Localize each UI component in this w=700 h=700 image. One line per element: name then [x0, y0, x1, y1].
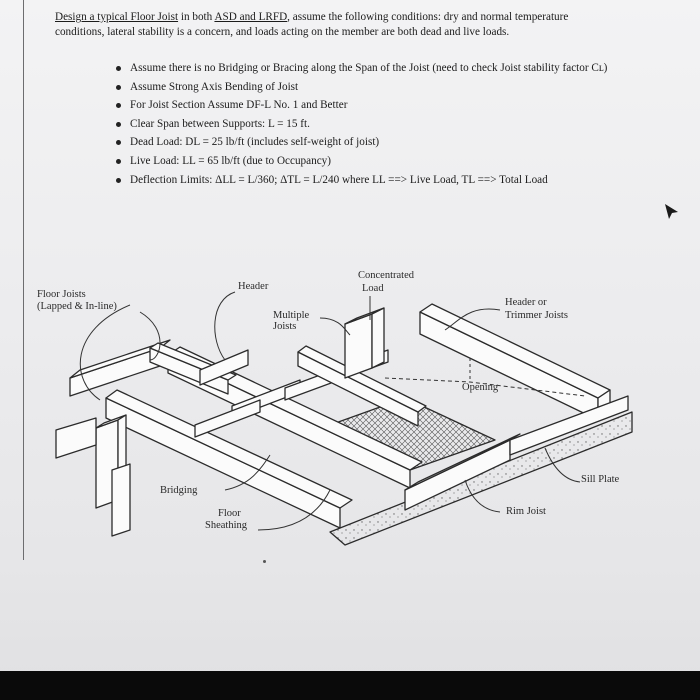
label-opening: Opening: [462, 382, 499, 393]
condition-item: Live Load: LL = 65 lb/ft (due to Occupancy): [115, 154, 610, 168]
intro-text-1: in both: [178, 11, 215, 23]
label-sheathing: Sheathing: [205, 520, 247, 531]
condition-item: Dead Load: DL = 25 lb/ft (includes self-weight of joist): [115, 135, 610, 149]
label-floor: Floor: [218, 508, 241, 519]
mouse-cursor-icon: [664, 203, 680, 221]
label-trimmer: Trimmer Joists: [505, 310, 568, 321]
intro-underlined-2: ASD and LRFD: [214, 11, 288, 23]
condition-item: Assume there is no Bridging or Bracing along the Span of the Joist (need to check Joist stability factor Cʟ): [115, 61, 610, 75]
intro-underlined-1: Design a typical Floor Joist: [55, 11, 179, 23]
scroll-dot: [263, 560, 266, 563]
condition-item: Deflection Limits: ΔLL = L/360; ΔTL = L/240 where LL ==> Live Load, TL ==> Total Load: [115, 173, 610, 187]
block-left: [56, 418, 96, 458]
condition-item: Assume Strong Axis Bending of Joist: [115, 80, 610, 94]
label-floor-joists: Floor Joists: [37, 289, 86, 300]
label-multiple-sub: Joists: [273, 321, 297, 332]
label-header: Header: [238, 281, 269, 292]
condition-item: Clear Span between Supports: L = 15 ft.: [115, 117, 610, 131]
label-header-or: Header or: [505, 297, 547, 308]
label-concentrated-sub: Load: [362, 283, 384, 294]
bottom-bar: [0, 671, 700, 700]
label-rim-joist: Rim Joist: [506, 506, 546, 517]
trimmer-joists: [420, 312, 598, 420]
condition-item: For Joist Section Assume DF-L No. 1 and Better: [115, 98, 610, 112]
load-post: [345, 314, 372, 378]
label-concentrated: Concentrated: [358, 270, 414, 281]
label-floor-joists-sub: (Lapped & In-line): [37, 301, 117, 312]
label-multiple: Multiple: [273, 310, 310, 321]
intro-text-2: , assume the following conditions: dry and normal temperature conditions, lateral stability is a concern, and loads acting on the member are both dead and live loads.: [55, 11, 569, 38]
label-bridging: Bridging: [160, 485, 198, 496]
label-sill-plate: Sill Plate: [581, 474, 620, 485]
